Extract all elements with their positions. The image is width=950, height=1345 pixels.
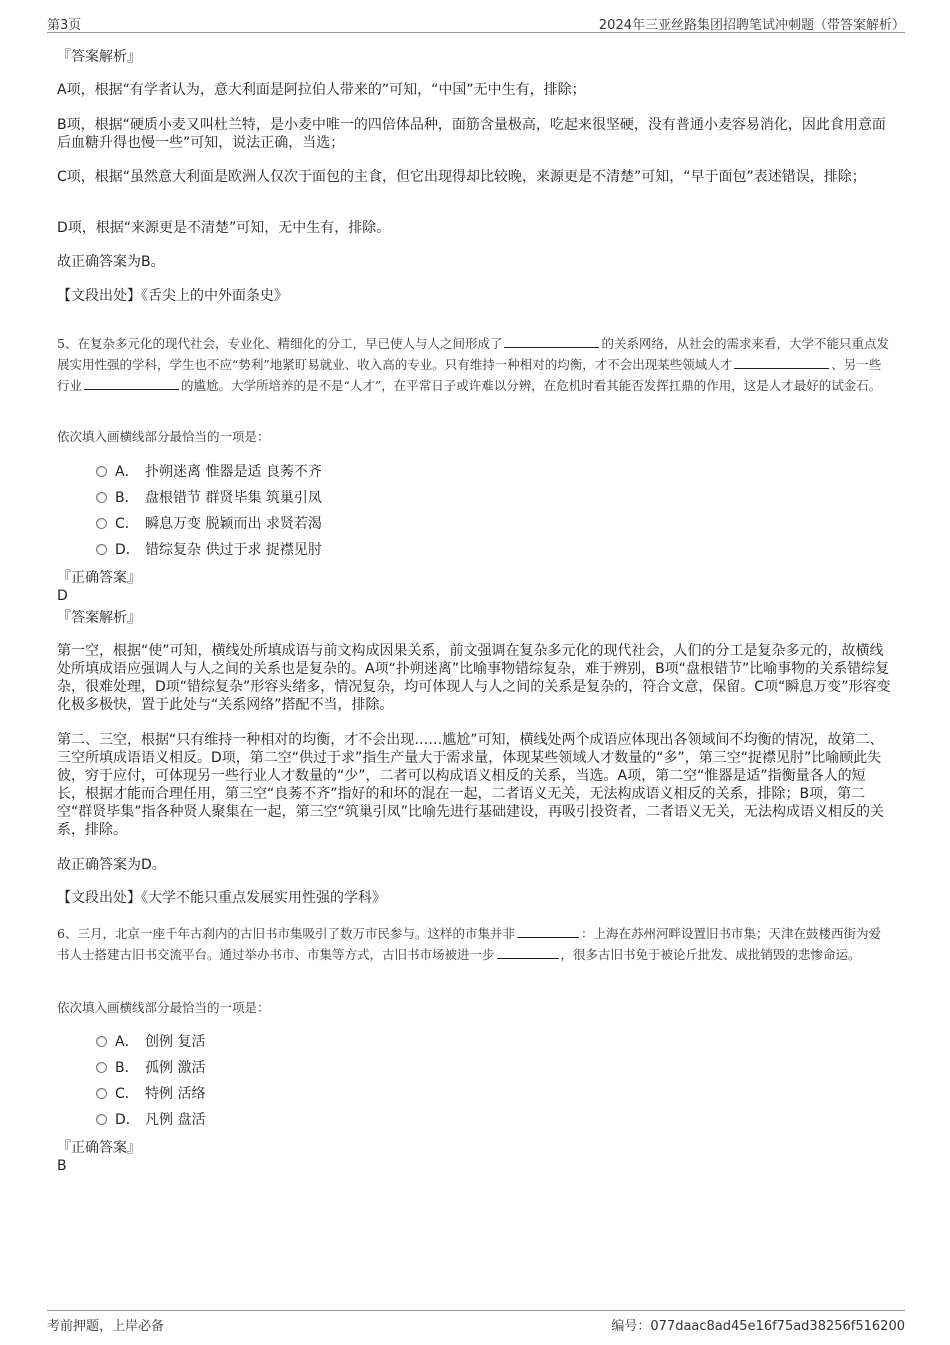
q4-analysis-a: A项，根据“有学者认为，意大利面是阿拉伯人带来的”可知，“中国”无中生有，排除； [57, 82, 586, 98]
radio-button-icon[interactable] [96, 1114, 107, 1125]
q5-analysis-1: 第一空，根据“使”可知，横线处所填成语与前文构成因果关系，前文强调在复杂多元化的现代社会，人们的分工是复杂多元的，故横线处所填成语应强调人与人之间的关系也是复杂的。A项“扑朔迷离”比喻事物错综复杂，难于辨别，B项“盘根错节”比喻事物的关系错综复杂，很难处理，D项“错综复杂”形容头绪多，情况复杂，均可体现人与人之间的关系是复杂的，符合文意，保留。C项“瞬息万变”形容变化极多极快，置于此处与“关系网络”搭配不当，排除。 [57, 643, 891, 713]
option-text: 错综复杂 供过于求 捉襟见肘 [145, 542, 322, 558]
option-letter: D． [115, 1112, 140, 1128]
q6-options [96, 1029, 205, 1133]
option-b[interactable] [96, 485, 322, 511]
option-text: 凡例 盘活 [145, 1112, 206, 1128]
option-letter: C． [115, 516, 139, 532]
option-c[interactable] [96, 1081, 205, 1107]
radio-button-icon[interactable] [96, 466, 107, 477]
option-text: 创例 复活 [145, 1034, 206, 1050]
q5-options [96, 459, 322, 563]
option-letter: A． [115, 464, 139, 480]
q5-stem [57, 333, 893, 396]
option-a[interactable] [96, 459, 322, 485]
q5-analysis-label: 『答案解析』 [57, 610, 141, 626]
document-id: 编号：077daac8ad45e16f75ad38256f516200 [611, 1319, 905, 1334]
q5-stem-part: 的关系网络，从社会的需求来看，大学不能只重点发展实用性强的学科，学生也不应“势利”地紧盯易就业、收入高的专业。只有维持一种相对的均衡，才不会出现某些领域人才 [57, 336, 889, 372]
q5-stem-part: 、另一些行业 [57, 357, 882, 393]
q4-analysis-b: B项，根据“硬质小麦又叫杜兰特，是小麦中唯一的四倍体品种，面筋含量极高，吃起来很坚硬，没有普通小麦容易消化，因此食用意面后血糖升得也慢一些”可知，说法正确，当选； [57, 117, 886, 151]
radio-button-icon[interactable] [96, 544, 107, 555]
q4-source: 【文段出处】《舌尖上的中外面条史》 [57, 288, 288, 304]
blank-line [504, 335, 599, 348]
q6-stem-part: ：上海在苏州河畔设置旧书市集；天津在鼓楼西街为爱书人士搭建古旧书交流平台。通过举办书市、市集等方式，古旧书市场被进一步 [57, 926, 881, 962]
option-letter: B． [115, 490, 139, 506]
blank-line [517, 925, 579, 938]
q5-analysis-2: 第二、三空，根据“只有维持一种相对的均衡，才不会出现……尴尬”可知，横线处两个成语应体现出各领域间不均衡的情况，故第二、三空所填成语语义相反。D项，第二空“供过于求”指生产量大于需求量，体现某些领域人才数量的“多”，第三空“捉襟见肘”比喻顾此失彼，穷于应付，可体现另一些行业人才数量的“少”，二者可以构成语义相反的关系，当选。A项，第二空“惟器是适”指衡量各人的短长，根据才能而合理任用，第三空“良莠不齐”指好的和坏的混在一起，二者语义无关，无法构成语义相反的关系，排除；B项，第二空“群贤毕集”指各种贤人聚集在一起，第三空“筑巢引凤”比喻先进行基础建设，再吸引投资者，二者语义无关，无法构成语义相反的关系，排除。 [57, 732, 885, 838]
q4-analysis-label: 『答案解析』 [57, 49, 141, 65]
q4-analysis-c: C项，根据“虽然意大利面是欧洲人仅次于面包的主食，但它出现得却比较晚，来源更是不清楚”可知，“早于面包”表述错误，排除； [57, 169, 866, 185]
footer-slogan: 考前押题，上岸必备 [47, 1319, 165, 1334]
option-text: 扑朔迷离 惟器是适 良莠不齐 [145, 464, 322, 480]
q4-analysis-d: D项，根据“来源更是不清楚”可知，无中生有，排除。 [57, 220, 391, 236]
q6-correct-answer: B [57, 1158, 67, 1174]
q5-source: 【文段出处】《大学不能只重点发展实用性强的学科》 [57, 890, 386, 906]
blank-line [497, 946, 559, 959]
page-number: 第3页 [47, 18, 82, 33]
option-text: 瞬息万变 脱颖而出 求贤若渴 [145, 516, 322, 532]
q4-answer-conclusion: 故正确答案为B。 [57, 254, 165, 270]
blank-line [734, 356, 829, 369]
option-letter: C． [115, 1086, 139, 1102]
page-header [47, 12, 905, 33]
q6-stem-part: 6、三月，北京一座千年古刹内的古旧书市集吸引了数万市民参与。这样的市集并非 [57, 926, 515, 941]
option-text: 特例 活络 [145, 1086, 206, 1102]
q6-stem [57, 923, 893, 965]
option-d[interactable] [96, 1107, 205, 1133]
option-text: 孤例 激活 [145, 1060, 206, 1076]
q5-answer-conclusion: 故正确答案为D。 [57, 857, 166, 873]
q6-stem-part: ，很多古旧书免于被论斤批发、成批销毁的悲惨命运。 [560, 947, 861, 962]
option-text: 盘根错节 群贤毕集 筑巢引凤 [145, 490, 322, 506]
option-c[interactable] [96, 511, 322, 537]
q5-stem-part: 的尴尬。大学所培养的是不是“人才”，在平常日子或许难以分辨，在危机时看其能否发挥扛鼎的作用，这是人才最好的试金石。 [181, 378, 882, 393]
radio-button-icon[interactable] [96, 1036, 107, 1047]
option-letter: D． [115, 542, 140, 558]
radio-button-icon[interactable] [96, 1088, 107, 1099]
option-a[interactable] [96, 1029, 205, 1055]
option-b[interactable] [96, 1055, 205, 1081]
option-letter: B． [115, 1060, 139, 1076]
option-d[interactable] [96, 537, 322, 563]
q5-correct-answer: D [57, 588, 68, 604]
page-footer [47, 1310, 905, 1333]
q5-prompt: 依次填入画横线部分最恰当的一项是： [57, 429, 270, 444]
radio-button-icon[interactable] [96, 492, 107, 503]
radio-button-icon[interactable] [96, 1062, 107, 1073]
radio-button-icon[interactable] [96, 518, 107, 529]
option-letter: A． [115, 1034, 139, 1050]
document-title: 2024年三亚丝路集团招聘笔试冲刺题（带答案解析） [598, 18, 905, 33]
q5-correct-label: 『正确答案』 [57, 570, 141, 586]
q6-correct-label: 『正确答案』 [57, 1140, 141, 1156]
blank-line [84, 377, 179, 390]
q6-prompt: 依次填入画横线部分最恰当的一项是： [57, 1000, 270, 1015]
q5-stem-part: 5、在复杂多元化的现代社会，专业化、精细化的分工，早已使人与人之间形成了 [57, 336, 503, 351]
